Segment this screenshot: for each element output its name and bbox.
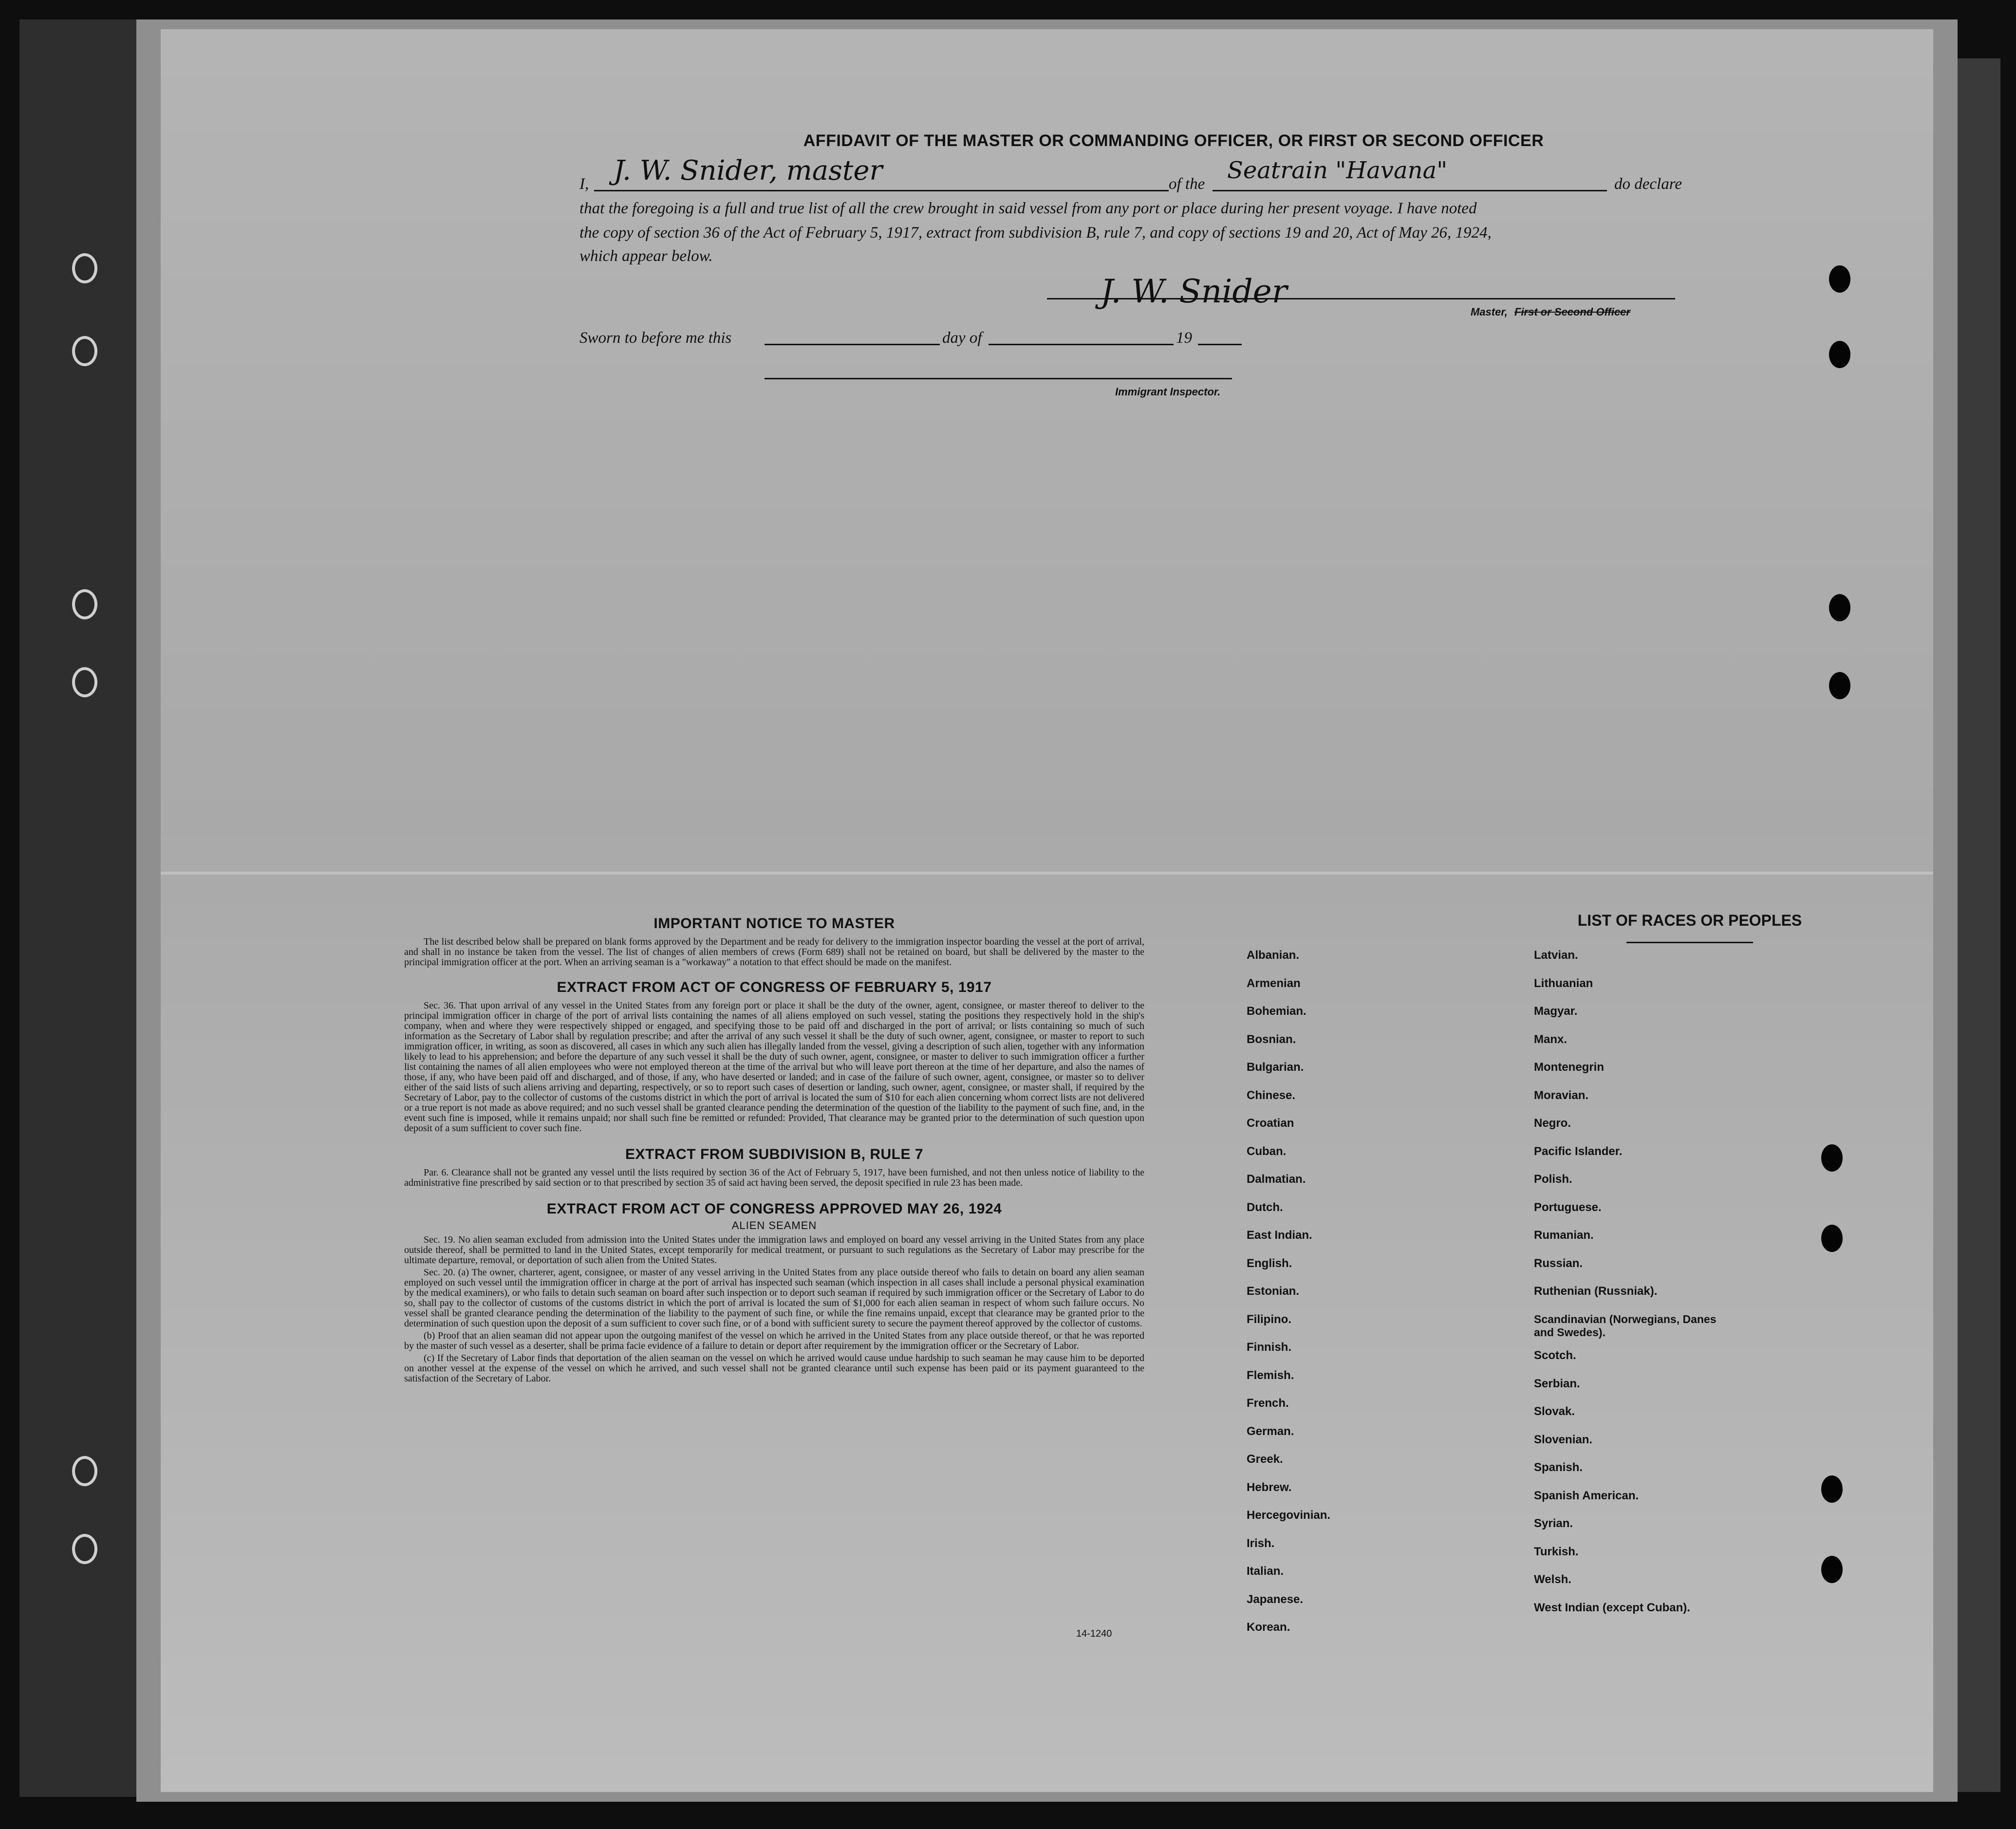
race-item: Serbian. <box>1534 1377 1580 1390</box>
affidavit-line2: that the foregoing is a full and true list of all the crew brought in said vessel from any port or place during her present voyage. I have noted <box>579 200 1477 217</box>
race-item: French. <box>1247 1397 1289 1410</box>
race-item: Manx. <box>1534 1032 1568 1046</box>
race-item: Bosnian. <box>1247 1032 1296 1046</box>
race-item: Flemish. <box>1247 1368 1294 1382</box>
master-label: Master, <box>1471 306 1508 318</box>
form-number: 14-1240 <box>1076 1628 1112 1639</box>
race-item: Portuguese. <box>1534 1200 1602 1214</box>
races-title: LIST OF RACES OR PEOPLES <box>1577 912 1802 929</box>
race-item: Latvian. <box>1534 949 1578 962</box>
race-item: Lithuanian <box>1534 976 1593 990</box>
sworn-day-label: day of <box>942 329 982 347</box>
extract1-body: Sec. 36. That upon arrival of any vessel in the United States from any foreign port or place it shall be the duty of the owner, agent, consignee, or master thereof to deliver to the principal immigration officer in charge of the port of arrival lists containing the names of all aliens employed on such vessel, stating the positions they respectively hold in the ship's company, when and where they were respectively shipped or engaged, and specifying those to be paid off and discharged in the port of arrival; or lists containing so much of such information as the Secretary of Labor shall by regulation prescribe; and after the arrival of any such vessel it shall be the duty of such owner, agent, consignee, or master to report to such immigration officer, in writing, as soon as discovered, all cases in which any such alien has illegally landed from the vessel, giving a description of such alien, together with any information likely to lead to his apprehension; and before the departure of any such vessel it shall be the duty of such owner, agent, consignee, or master to deliver to such immigration officer a further list containing the names of all alien employees who were not employed thereon at the time of the arrival but who will leave port thereon at the time of her departure, and also the names of those, if any, who have been paid off and discharged, and of those, if any, who have deserted or landed; and in case of the failure of such owner, agent, consignee, or master so to deliver either of the said lists of such aliens arriving and departing, respectively, or so to report such cases of desertion or landing, such owner, agent, consignee, or master shall, if required by the Secretary of Labor, pay to the collector of customs of the customs district in which the port of arrival is located the sum of $10 for each alien concerning whom correct lists are not delivered or a true report is not made as above required; and no such vessel shall be granted clearance pending the determination of the question of the liability to the payment of such fine, and, in the event such fine is imposed, while it remains unpaid; nor shall such fine be remitted or refunded: Provided, That clearance may be granted prior to the determination of such question upon deposit of a sum sufficient to cover such fine. <box>404 1000 1144 1134</box>
officer-label-struck: First or Second Officer <box>1514 306 1630 318</box>
notice-body: The list described below shall be prepared on blank forms approved by the Department and be ready for delivery to the immigration inspector boarding the vessel at the port of arrival, and shall in no instance be taken from the vessel. The list of changes of alien members of crews (Form 689) shall not be retained on board, but shall be delivered by the master to the principal immigration officer at the port. When an arriving seaman is a "workaway" a notation to that effect should be made on the manifest. <box>404 936 1144 968</box>
race-item: Turkish. <box>1534 1545 1579 1558</box>
binder-ring-hole <box>72 1534 97 1564</box>
race-item: Scotch. <box>1534 1349 1576 1362</box>
extract3-sec19: Sec. 19. No alien seaman excluded from admission into the United States under the immigration laws and employed on board any vessel arriving in the United States from any place outside thereof, shall be permitted to land in the United States, except temporarily for medical treatment, or pursuant to such regulations as the Secretary of Labor may prescribe for the ultimate departure, removal, or deportation of such alien from the United States. <box>404 1234 1144 1266</box>
punch-hole <box>1829 265 1850 293</box>
sworn-year-line <box>1198 344 1242 345</box>
binder-ring-hole <box>72 589 97 619</box>
page-fold <box>161 872 1933 875</box>
race-item: Magyar. <box>1534 1005 1578 1018</box>
race-item: Russian. <box>1534 1256 1583 1270</box>
race-item: Negro. <box>1534 1117 1571 1130</box>
race-item: Estonian. <box>1247 1285 1300 1298</box>
notice-heading: IMPORTANT NOTICE TO MASTER <box>653 915 895 932</box>
race-item: Armenian <box>1247 976 1301 990</box>
master-signature: J. W. Snider <box>1101 273 1288 310</box>
race-item: Japanese. <box>1247 1592 1304 1606</box>
race-item: Montenegrin <box>1534 1061 1604 1074</box>
notice-section <box>404 915 1144 1384</box>
binder-ring-hole <box>72 667 97 697</box>
race-item: East Indian. <box>1247 1229 1312 1242</box>
affidavit-title: AFFIDAVIT OF THE MASTER OR COMMANDING OFFICER, OR FIRST OR SECOND OFFICER <box>803 131 1544 150</box>
punch-hole <box>1829 594 1850 621</box>
vessel-name-handwritten: Seatrain "Havana" <box>1227 157 1448 184</box>
extract2-body: Par. 6. Clearance shall not be granted any vessel until the lists required by section 36 of the Act of February 5, 1917, have been furnished, and not then unless notice of liability to the administrative fine prescribed by said section or to that prescribed by section 35 of said act having been served, the deposit specified in rule 23 has been made. <box>404 1167 1144 1188</box>
binder-ring-hole <box>72 336 97 366</box>
race-item: Italian. <box>1247 1565 1284 1578</box>
race-item: Korean. <box>1247 1621 1290 1634</box>
affidavit-line1-suffix: do declare <box>1614 175 1682 193</box>
race-item: Slovak. <box>1534 1405 1575 1418</box>
extract2-heading: EXTRACT FROM SUBDIVISION B, RULE 7 <box>625 1146 924 1162</box>
race-item: Ruthenian (Russniak). <box>1534 1285 1658 1298</box>
race-item: Chinese. <box>1247 1088 1296 1102</box>
master-name-handwritten: J. W. Snider, master <box>614 155 883 187</box>
extract3-sec20a: Sec. 20. (a) The owner, charterer, agent, consignee, or master of any vessel arriving in the United States from any place outside thereof who fails to detain on board any alien seaman employed on such vessel until the immigration officer in charge at the port of arrival has inspected such seaman (which inspection in all cases shall include a personal physical examination by the medical examiners), or who fails to detain such seaman on board after such inspection or to deport such seaman if required by such immigration officer or the Secretary of Labor to do so, shall pay to the collector of customs of the customs district in which the port of arrival is located the sum of $1,000 for each alien seaman in respect of whom such failure occurs. No vessel shall be granted clearance pending the determination of the liability to the payment of such fine, or while the fine remains unpaid, except that clearance may be granted prior to the determination of such question upon the deposit of a sum sufficient to cover such fine, or of a bond with sufficient surety to secure the payment thereof approved by the collector of customs. <box>404 1267 1144 1329</box>
sworn-year-label: 19 <box>1176 329 1192 347</box>
punch-hole <box>1821 1475 1843 1503</box>
extract3-heading: EXTRACT FROM ACT OF CONGRESS APPROVED MAY 26, 1924 <box>546 1201 1002 1217</box>
affidavit-line1-mid: of the <box>1169 175 1205 193</box>
punch-hole <box>1829 672 1850 699</box>
race-item: Scandinavian (Norwegians, Danes and Swedes). <box>1534 1312 1717 1339</box>
extract1-heading: EXTRACT FROM ACT OF CONGRESS OF FEBRUARY 5, 1917 <box>557 979 992 995</box>
affidavit-line1-prefix: I, <box>579 175 589 193</box>
punch-hole <box>1821 1225 1843 1252</box>
race-item: Spanish. <box>1534 1461 1583 1474</box>
race-item: Polish. <box>1534 1173 1572 1186</box>
extract3-sec20c: (c) If the Secretary of Labor finds that deportation of the alien seaman on the vessel on which he arrived would cause undue hardship to such seaman he may cause him to be deported on another vessel at the expense of the vessel on which he arrived, and such vessel shall not be granted clearance until such expense has been paid or its payment guaranteed to the satisfaction of the Secretary of Labor. <box>404 1353 1144 1384</box>
affidavit-line4: which appear below. <box>579 247 713 265</box>
race-item: Slovenian. <box>1534 1433 1593 1446</box>
punch-hole <box>1821 1556 1843 1583</box>
sworn-day-line <box>765 344 940 345</box>
race-item: Finnish. <box>1247 1341 1291 1354</box>
race-item: Dalmatian. <box>1247 1173 1306 1186</box>
race-item: Bulgarian. <box>1247 1061 1304 1074</box>
inspector-signature-line <box>765 378 1232 379</box>
race-item: Rumanian. <box>1534 1229 1594 1242</box>
vessel-underline <box>1213 190 1607 191</box>
race-item: Albanian. <box>1247 949 1300 962</box>
binder-ring-hole <box>72 1456 97 1486</box>
race-item: Hebrew. <box>1247 1480 1292 1494</box>
race-item: Croatian <box>1247 1117 1294 1130</box>
name-underline <box>594 190 1169 191</box>
race-item: Filipino. <box>1247 1312 1291 1326</box>
race-item: German. <box>1247 1424 1294 1438</box>
race-item: Irish. <box>1247 1536 1275 1550</box>
sworn-month-line <box>989 344 1174 345</box>
race-item: Bohemian. <box>1247 1005 1307 1018</box>
sworn-prefix: Sworn to before me this <box>579 329 732 347</box>
affidavit-line3: the copy of section 36 of the Act of February 5, 1917, extract from subdivision B, rule 7, and copy of sections 19 and 20, Act of May 26, 1924, <box>579 224 1492 242</box>
extract3-sec20b: (b) Proof that an alien seaman did not appear upon the outgoing manifest of the vessel on which he arrived in the United States from any place outside thereof, or that he was reported by the master of such vessel as a deserter, shall be prima facie evidence of a failure to detain or deport after requirement by the immigration officer or the Secretary of Labor. <box>404 1330 1144 1351</box>
race-item: Greek. <box>1247 1453 1283 1466</box>
punch-hole <box>1821 1144 1843 1172</box>
race-item: Spanish American. <box>1534 1489 1639 1502</box>
race-item: English. <box>1247 1256 1292 1270</box>
binder-ring-hole <box>72 253 97 283</box>
race-item: Moravian. <box>1534 1088 1589 1102</box>
race-item: West Indian (except Cuban). <box>1534 1601 1690 1614</box>
race-item: Cuban. <box>1247 1144 1287 1158</box>
inspector-label: Immigrant Inspector. <box>1115 386 1221 398</box>
signature-underline <box>1047 298 1675 299</box>
races-title-rule <box>1626 942 1753 943</box>
punch-hole <box>1829 341 1850 368</box>
race-item: Pacific Islander. <box>1534 1144 1623 1158</box>
extract3-subheading: ALIEN SEAMEN <box>731 1219 817 1232</box>
race-item: Welsh. <box>1534 1573 1571 1586</box>
race-item: Syrian. <box>1534 1517 1573 1530</box>
race-item: Dutch. <box>1247 1200 1283 1214</box>
document-page <box>161 29 1933 1792</box>
race-item: Hercegovinian. <box>1247 1509 1331 1522</box>
